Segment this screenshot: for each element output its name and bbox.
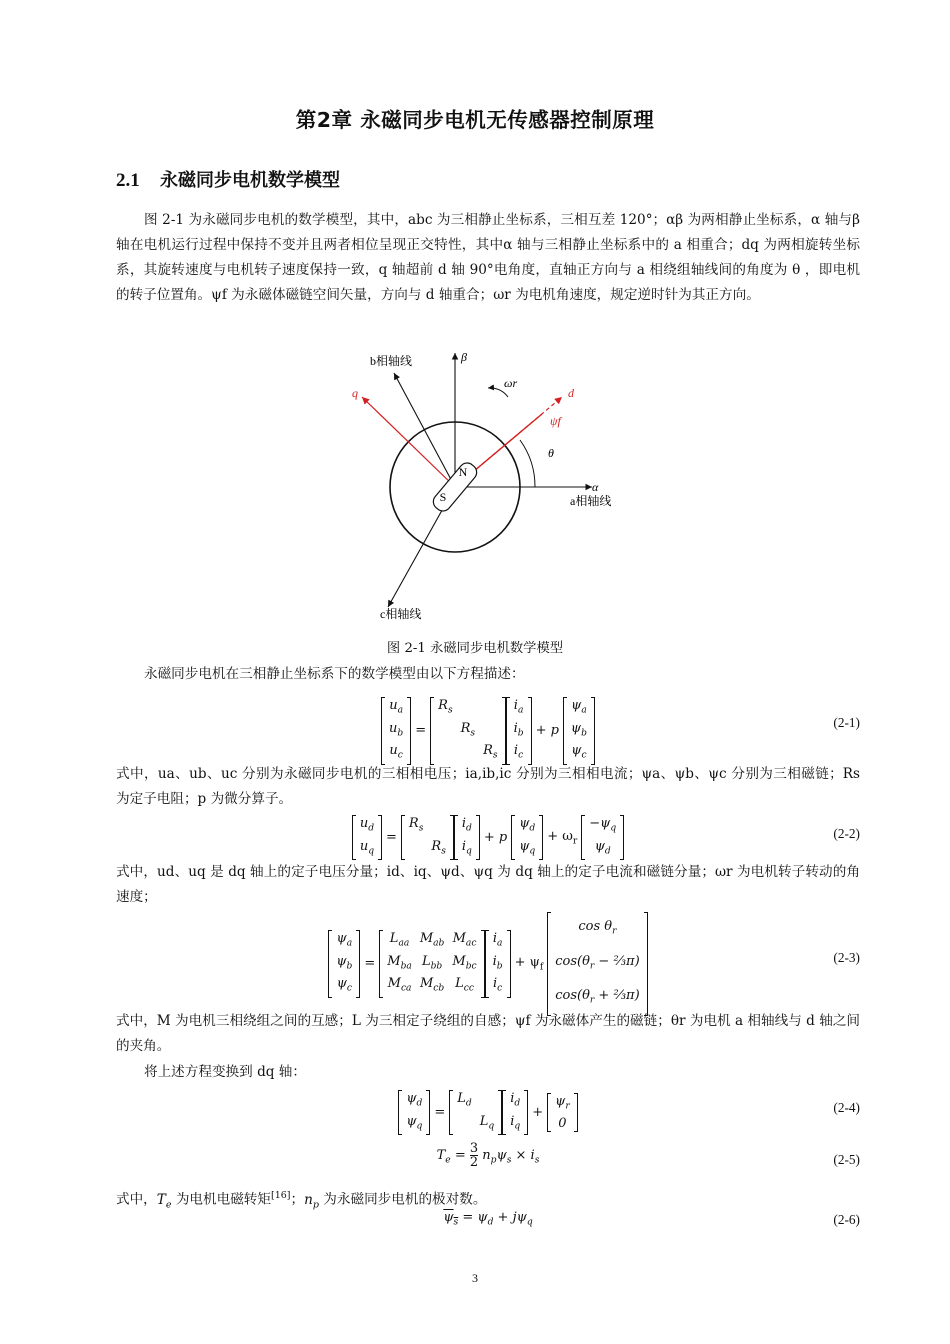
equation-number: (2-2) xyxy=(833,826,860,841)
equation-2-3 xyxy=(116,912,860,1004)
b-axis-label: b相轴线 xyxy=(370,354,413,368)
equation-number: (2-5) xyxy=(833,1152,860,1167)
alpha-label: α xyxy=(592,480,599,494)
equation-2-6-body: $\psi_s = \psi_d + j\psi_q$ xyxy=(443,1210,533,1228)
explanation-2-1: 式中，ua、ub、uc 分别为永磁同步电机的三相相电压；ia,ib,ic 分别为三相相电流；ψa、ψb、ψc 分别为三相磁链；Rs 为定子电阻；p 为微分算子。 xyxy=(116,766,860,807)
b-phase-axis xyxy=(394,373,455,487)
south-pole-label: S xyxy=(439,490,447,504)
psi-f-label: ψf xyxy=(550,414,561,428)
equation-2-5 xyxy=(116,1140,860,1176)
explanation-2-5: 式中，$T_e$ 为电机电磁转矩[16]；$n_p$ 为永磁同步电机的极对数。 xyxy=(116,1190,487,1211)
equation-number: (2-3) xyxy=(833,950,860,965)
equation-2-1 xyxy=(116,697,860,761)
equation-number: (2-4) xyxy=(833,1100,860,1115)
equation-2-4-body: $\psi_d$ $\psi_q$ = $L_d$ $L_q$ $i_d$ $i_q$ + $\psi_r$ 0 xyxy=(116,1090,860,1135)
lead-in-eq-2-4: 将上述方程变换到 dq 轴： xyxy=(144,1064,306,1080)
q-axis xyxy=(362,397,455,487)
theta-arc xyxy=(520,440,535,487)
beta-label: β xyxy=(461,350,467,364)
figure-caption: 图 2-1 永磁同步电机数学模型 xyxy=(386,641,564,656)
q-label: q xyxy=(352,386,358,400)
equation-2-1-body: $u_a$ $u_b$ $u_c$ = $R_s$ $R_s$ $R_s$ $i_a$ $i_b$ $i_c$ + p $\psi_a$ $\psi_b$ $\psi_c$ xyxy=(116,697,860,765)
a-axis-label: a相轴线 xyxy=(570,494,612,508)
section-number: 2.1 xyxy=(116,170,140,191)
equation-number: (2-1) xyxy=(833,715,860,730)
omega-label: ωr xyxy=(504,376,518,390)
intro-paragraph: 图 2-1 为永磁同步电机的数学模型，其中，abc 为三相静止坐标系，三相互差 120°；αβ 为两相静止坐标系，α 轴与β 轴在电机运行过程中保持不变并且两者相位呈现正交特性，其中α 轴与三相静止坐标系中的 a 相重合；dq 为两相旋转坐标系，其旋转速度与电机转子速度保持一致，q 轴超前 d 轴 90°电角度，直轴正方向与 a 相绕组轴线间的角度为 θ ，即电机的转子位置角。ψf 为永磁体磁链空间矢量，方向与 d 轴重合；ωr 为电机角速度，规定逆时针为其正方向。 xyxy=(116,212,860,303)
section-title: 永磁同步电机数学模型 xyxy=(160,170,340,191)
equation-2-3-body: $\psi_a$ $\psi_b$ $\psi_c$ = $L_{aa}$ $M_{ab}$ $M_{ac}$ $M_{ba}$ $L_{bb}$ $M_{bc}$ $M_{ca}$ $M_{cb}$ $L_{cc}$ $i_a$ $i_b$ $i_c$ + $\psi_f$ $\cos \theta_r$ $\cos(\theta_r$ − ⅔π) $\cos(\theta_r$ + ⅔π) xyxy=(116,912,860,1016)
pmsm-model-figure xyxy=(330,345,630,630)
chapter-title: 第2章 永磁同步电机无传感器控制原理 xyxy=(295,108,655,132)
equation-2-6 xyxy=(116,1210,860,1236)
pmsm-diagram-svg xyxy=(330,345,630,630)
page-number: 3 xyxy=(472,1271,478,1285)
section-heading xyxy=(116,166,340,192)
equation-2-4 xyxy=(116,1090,860,1130)
d-label: d xyxy=(568,386,574,400)
lead-in-eq-2-1: 永磁同步电机在三相静止坐标系下的数学模型由以下方程描述： xyxy=(144,666,525,682)
equation-2-2-body: $u_d$ $u_q$ = $R_s$ $R_s$ $i_d$ $i_q$ + p $\psi_d$ $\psi_q$ + $\omega_r$ $-\psi_q$ $\psi_d$ xyxy=(116,815,860,860)
explanation-2-2: 式中，ud、uq 是 dq 轴上的定子电压分量；id、iq、ψd、ψq 为 dq 轴上的定子电流和磁链分量；ωr 为电机转子转动的角速度； xyxy=(116,864,860,905)
equation-2-5-body: $T_e$ = $\frac{3}{2}$ $n_p\psi_s \times i_s$ xyxy=(436,1141,540,1170)
c-axis-label: c相轴线 xyxy=(380,607,422,621)
north-pole-label: N xyxy=(458,465,468,479)
equation-number: (2-6) xyxy=(833,1212,860,1227)
equation-2-2 xyxy=(116,815,860,857)
explanation-2-3: 式中，M 为电机三相绕组之间的互感；L 为三相定子绕组的自感；ψf 为永磁体产生的磁链；θr 为电机 a 相轴线与 d 轴之间的夹角。 xyxy=(116,1013,860,1054)
theta-label: θ xyxy=(548,446,554,460)
